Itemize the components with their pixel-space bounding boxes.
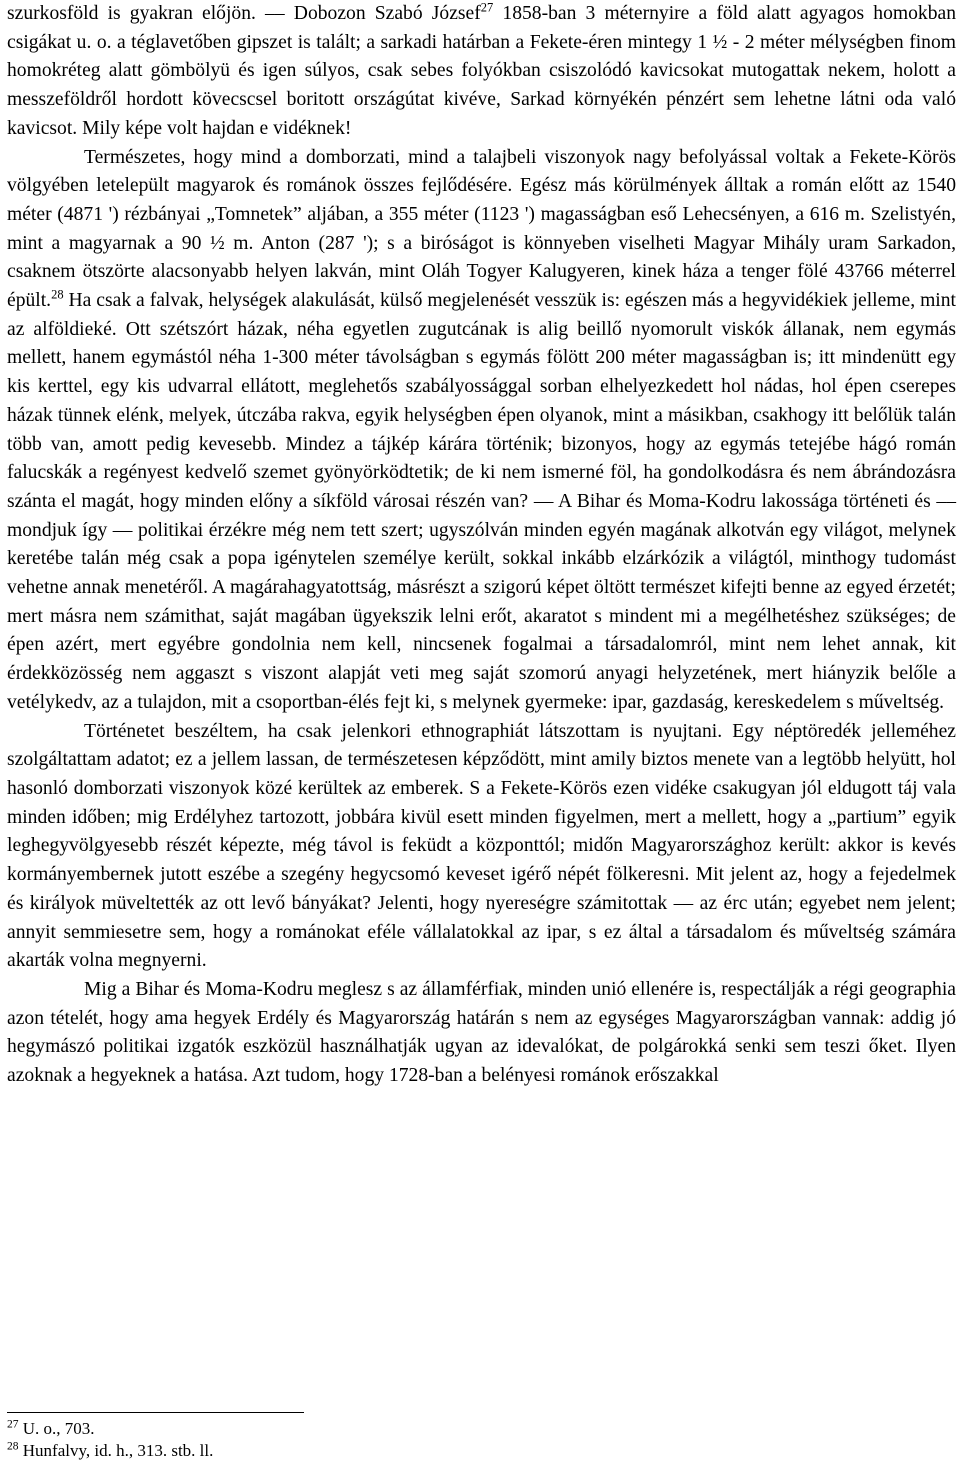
footnote-text: Hunfalvy, id. h., 313. stb. ll. xyxy=(22,1441,214,1460)
paragraph-text: 1858-ban 3 méternyire a föld alatt agyagos homokban csigákat u. o. a téglavetőben gipszet is talált; a sarkadi határban a Fekete-éren mintegy 1 ½ - 2 méter mélységben finom homokréteg alatt gömbölyü és igen súlyos, csak sebes folyókban csiszolódó kavicsokat mutogattak nekem, holott a messzeföldről hordott kövecscsel boritott országútat kivéve, Sarkad környékén pénzért sem lehetne látni oda való kavicsot. Mily képe volt hajdan e vidéknek! xyxy=(7,3,956,139)
footnote xyxy=(7,1418,213,1440)
paragraph-text: Természetes, hogy mind a domborzati, mind a talajbeli viszonyok nagy befolyással voltak a Fekete-Körös völgyében letelepült magyarok és románok összes fejlődésére. Egész más körülmények álltak a román előtt az 1540 méter (4871 ') rézbányai „Tomnetek” aljában, a 355 méter (1123 ') magasságban eső Lehecsényen, a 616 m. Szelistyén, mint a magyarnak a 90 ½ m. Anton (287 '); s a biróságot is könnyeben viselheti Magyar Mihály uram Sarkadon, csaknem ötszörte alacsonyabb helyen lakván, mint Oláh Togyer Kalugyeren, kinek háza a tenger fölé 43766 méterrel épült. xyxy=(7,146,956,312)
footnote-number: 28 xyxy=(7,1440,19,1453)
paragraph-text: szurkosföld is gyakran előjön. –– Dobozon Szabó József xyxy=(7,3,481,24)
footnote xyxy=(7,1440,213,1462)
footnote-text: U. o., 703. xyxy=(22,1419,95,1438)
footnote-reference: 27 xyxy=(480,0,494,15)
paragraph xyxy=(7,718,956,976)
paragraph-text: Mig a Bihar és Moma-Kodru meglesz s az államférfiak, minden unió ellenére is, respectálják a régi geographia azon tételét, hogy ama hegyek Erdély és Magyarország határán s nem az egységes Magyarországban vannak: addig jó hegymászó politikai izgatók eszközül használhatják ugyan az idevalókat, de polgárokká senki sem teszi őket. Ilyen azoknak a hegyeknek a hatása. Azt tudom, hogy 1728-ban a belényesi románok erőszakkal xyxy=(7,978,956,1087)
paragraph-text: Történetet beszéltem, ha csak jelenkori ethnographiát látszottam is nyujtani. Egy néptöredék jelleméhez szolgáltattam adatot; ez a jellem lassan, de természetesen képződött, mint amily biztos menete van a legtöbb helyütt, hol hasonló domborzati viszonyok közé kerültek az emberek. S a Fekete-Körös ezen vidéke csakugyan jól eldugott táj vala minden időben; mig Erdélyhez tartozott, jobbára kivül esett minden figyelmen, mert a mellett, hogy a „partium” egyik leghegyvölgyesebb részét képezte, még távol is feküdt a központtól; midőn Magyarországhoz került: akkor is kevés kormányembernek jutott eszébe a szegény hegycsomó keveset igérő népét fölkeresni. Mit jelent az, hogy a fejedelmek és királyok müveltették az ott levő bányákat? Jelenti, hogy nyereségre számitottak –– az érc után; egyebet nem jelent; annyit semmiesetre sem, hogy a románokat eféle vállalatokkal az ipar, s ez által a társadalom és műveltség számára akarták volna megnyerni. xyxy=(7,720,956,972)
paragraph-text: Ha csak a falvak, helységek alakulását, külső megjelenését vesszük is: egészen más a hegyvidékiek jelleme, mint az alföldieké. Ott szétszórt házak, néha egyetlen zugutcának is alig beillő nyomorult viskók állanak, nem egymás mellett, hanem egymástól néha 1-300 méter távolságban s egymás fölött 200 méter magasságban is; itt mindenütt egy kis kerttel, egy kis udvarral ellátott, meglehetős szabályossággal sorban elhelyezkedett hol nádas, hol épen cserepes házak tünnek elénk, melyek, útczába rakva, egyik helységben épen olyanok, mint a másikban, csakhogy itt belőlük talán több van, amott pedig kevesebb. Mindez a tájkép kárára történik; bizonyos, hogy az egymás tetejébe hágó román falucskák a regényest kedvelő szemet gyönyörködtetik; de ki nem ismerné föl, ha gondolkodásra és nem ábrándozásra szánta el magát, hogy minden előny a síkföld városai részén van? –– A Bihar és Moma-Kodru lakossága történeti és –– mondjuk így –– politikai érzékre még nem tett szert; ugyszólván minden egyén magának alkotván egy világot, melynek keretébe talán még csak a popa igénytelen személye került, sokkal inkább elzárkózik a világtól, minthogy tudomást vehetne annak menetéről. A magárahagyatottság, másrészt a szigorú képet öltött természet kifejti benne az egyed érzetét; mert másra nem számithat, saját magában ügyekszik lelni erőt, akaratot s mindent mi a megélhetéshez szükséges; de épen azért, mert egyébre gondolnia nem kell, nincsenek fogalmai a társadalomról, mint nem lehet annak, kit érdekközösség nem aggaszt s viszont alapját veti meg saját szomorú anyagi helyzetének, mert hiányzik belőle a vetélykedv, az a tulajdon, mit a csoportban-élés fejt ki, s melynek gyermeke: ipar, gazdaság, kereskedelem s műveltség. xyxy=(7,290,956,713)
footnote-number: 27 xyxy=(7,1418,19,1431)
footnote-reference: 28 xyxy=(51,287,64,302)
paragraph xyxy=(7,976,956,1091)
document-body xyxy=(7,0,956,1091)
paragraph xyxy=(7,144,956,718)
footnotes xyxy=(7,1418,213,1462)
paragraph xyxy=(7,0,956,144)
footnote-separator xyxy=(7,1412,304,1413)
